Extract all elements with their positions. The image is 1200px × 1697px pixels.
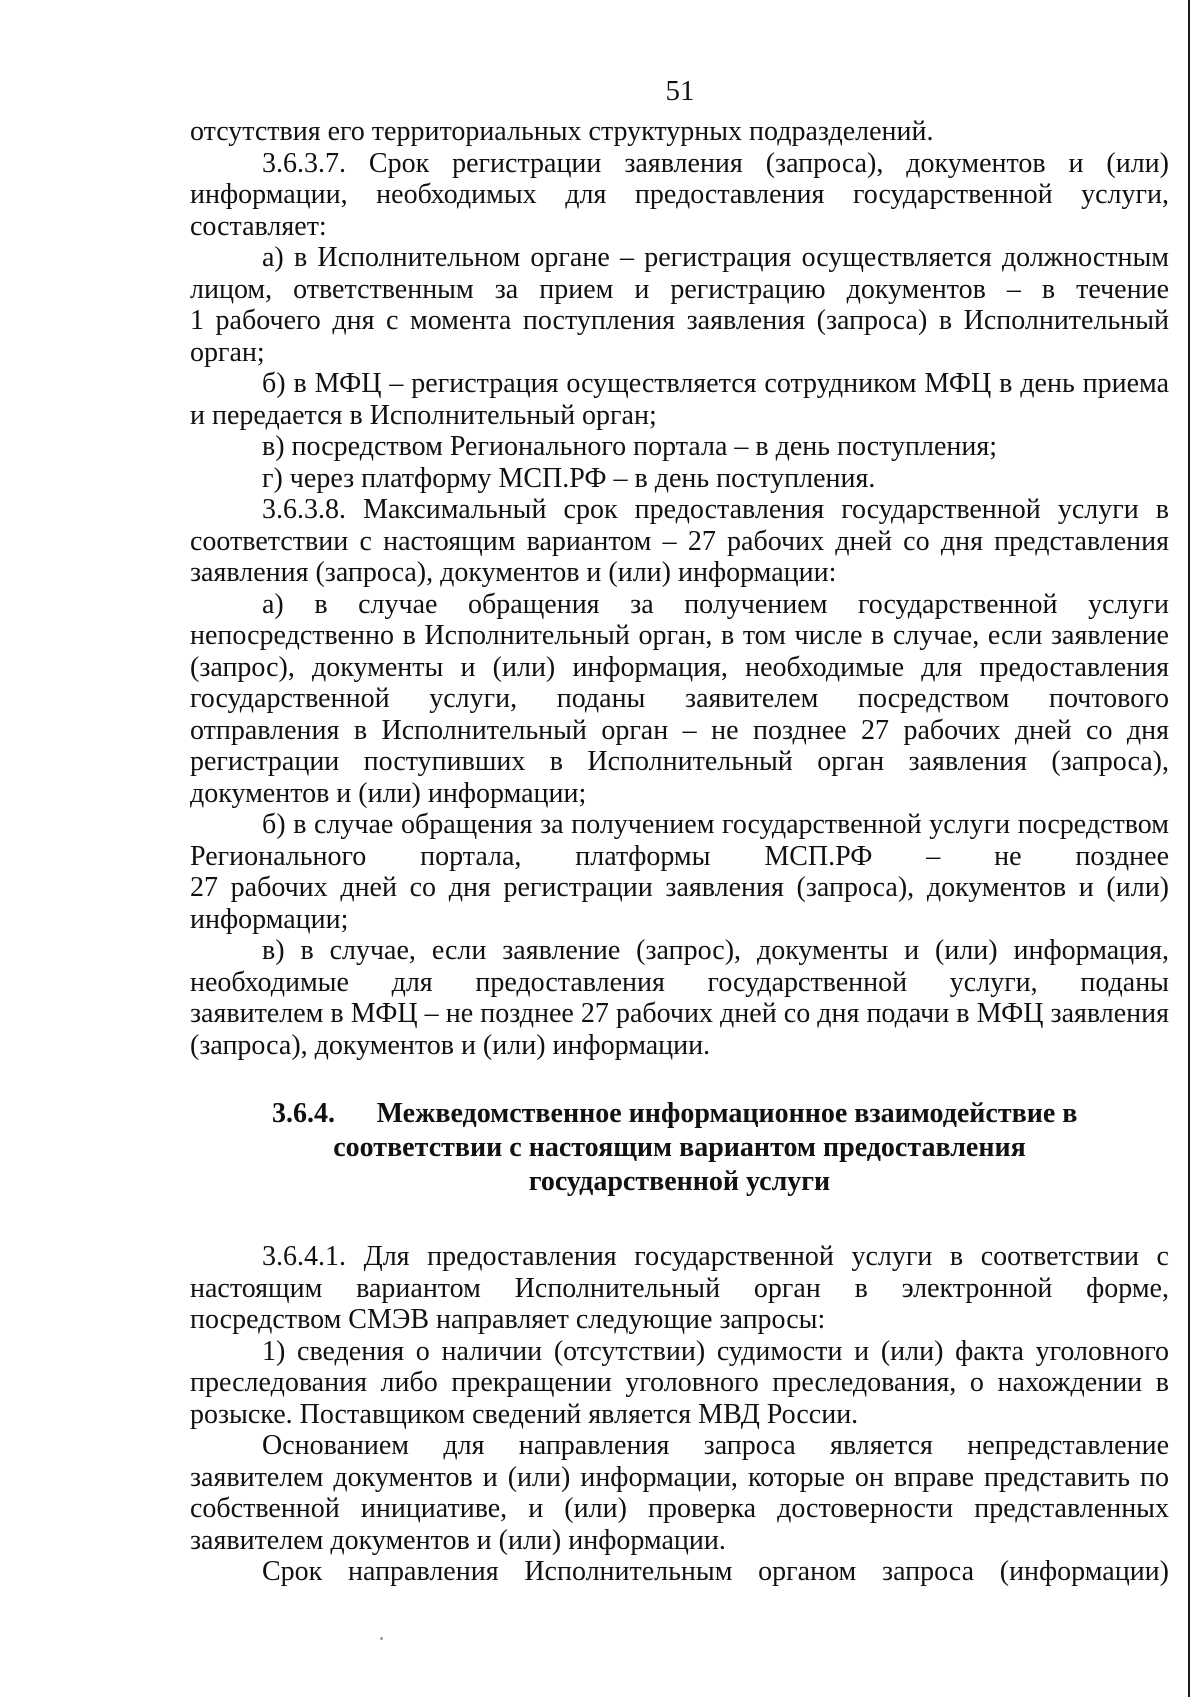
text-block-registration-deadlines — [190, 116, 1169, 1061]
text-line: документов и (или) информации; — [190, 777, 587, 809]
section-title-line: соответствии с настоящим вариантом предоставления — [333, 1132, 1026, 1163]
text-line: заявителем документов и (или) информации, которые он вправе представить по — [190, 1461, 1169, 1493]
scan-speck — [380, 1637, 383, 1640]
text-line: в) в случае, если заявление (запрос), документы и (или) информация, — [262, 935, 1169, 966]
text-line: а) в случае обращения за получением государственной услуги — [262, 588, 1169, 620]
text-line: розыске. Поставщиком сведений является МВД России. — [190, 1398, 859, 1430]
text-line: г) через платформу МСП.РФ – в день поступления. — [262, 462, 876, 494]
text-line: непосредственно в Исполнительный орган, в том числе в случае, если заявление — [190, 620, 1169, 651]
text-line: лицом, ответственным за прием и регистрацию документов – в течение — [190, 273, 1169, 305]
text-line: собственной инициативе, и (или) проверка достоверности представленных — [190, 1493, 1169, 1524]
text-line: преследования либо прекращении уголовного преследования, о нахождении в — [190, 1367, 1169, 1398]
text-line: 27 рабочих дней со дня регистрации заявления (запроса), документов и (или) — [190, 872, 1169, 903]
text-line: посредством СМЭВ направляет следующие запросы: — [190, 1304, 826, 1335]
text-line: орган; — [190, 336, 265, 368]
text-line: Срок направления Исполнительным органом запроса (информации) — [262, 1556, 1169, 1587]
text-line: заявителем документов и (или) информации. — [190, 1524, 726, 1556]
text-line: необходимые для предоставления государственной услуги, поданы — [190, 966, 1169, 998]
section-heading — [190, 1097, 1169, 1199]
text-line: отсутствия его территориальных структурных подразделений. — [190, 116, 934, 147]
text-line: заявления (запроса), документов и (или) информации: — [190, 557, 837, 588]
text-line: 3.6.4.1. Для предоставления государственной услуги в соответствии с — [262, 1241, 1169, 1272]
text-line: б) в случае обращения за получением государственной услуги посредством — [262, 809, 1169, 840]
text-line: и передается в Исполнительный орган; — [190, 399, 657, 431]
text-line: государственной услуги, поданы заявителем посредством почтового — [190, 683, 1169, 714]
text-block-interagency-requests — [190, 1241, 1169, 1588]
section-number: 3.6.4. — [272, 1098, 335, 1129]
text-line: 3.6.3.7. Срок регистрации заявления (запроса), документов и (или) — [262, 147, 1169, 179]
page-number: 51 — [665, 75, 695, 107]
text-line: информации; — [190, 903, 349, 935]
text-line: в) посредством Регионального портала – в день поступления; — [262, 431, 998, 462]
text-line: 1 рабочего дня с момента поступления заявления (запроса) в Исполнительный — [190, 305, 1169, 336]
text-line: (запрос), документы и (или) информация, необходимые для предоставления — [190, 651, 1169, 683]
text-line: регистрации поступивших в Исполнительный орган заявления (запроса), — [190, 746, 1169, 777]
right-margin-rule — [1188, 0, 1190, 1697]
text-line: Регионального портала, платформы МСП.РФ – не позднее — [190, 840, 1169, 872]
text-line: заявителем в МФЦ – не позднее 27 рабочих дней со дня подачи в МФЦ заявления — [190, 998, 1169, 1029]
section-title-line: Межведомственное информационное взаимодействие в — [376, 1098, 1078, 1129]
text-line: информации, необходимых для предоставления государственной услуги, — [190, 179, 1169, 210]
text-line: настоящим вариантом Исполнительный орган в электронной форме, — [190, 1272, 1169, 1304]
text-line: (запроса), документов и (или) информации. — [190, 1029, 711, 1061]
text-line: 1) сведения о наличии (отсутствии) судимости и (или) факта уголовного — [262, 1335, 1169, 1367]
section-title-line: государственной услуги — [528, 1166, 831, 1197]
text-line: отправления в Исполнительный орган – не позднее 27 рабочих дней со дня — [190, 714, 1169, 746]
text-line: 3.6.3.8. Максимальный срок предоставления государственной услуги в — [262, 494, 1169, 525]
text-line: б) в МФЦ – регистрация осуществляется сотрудником МФЦ в день приема — [262, 368, 1169, 399]
text-line: Основанием для направления запроса является непредставление — [262, 1430, 1169, 1461]
text-line: составляет: — [190, 210, 327, 242]
text-line: соответствии с настоящим вариантом – 27 рабочих дней со дня представления — [190, 525, 1169, 557]
text-line: а) в Исполнительном органе – регистрация осуществляется должностным — [262, 242, 1169, 273]
